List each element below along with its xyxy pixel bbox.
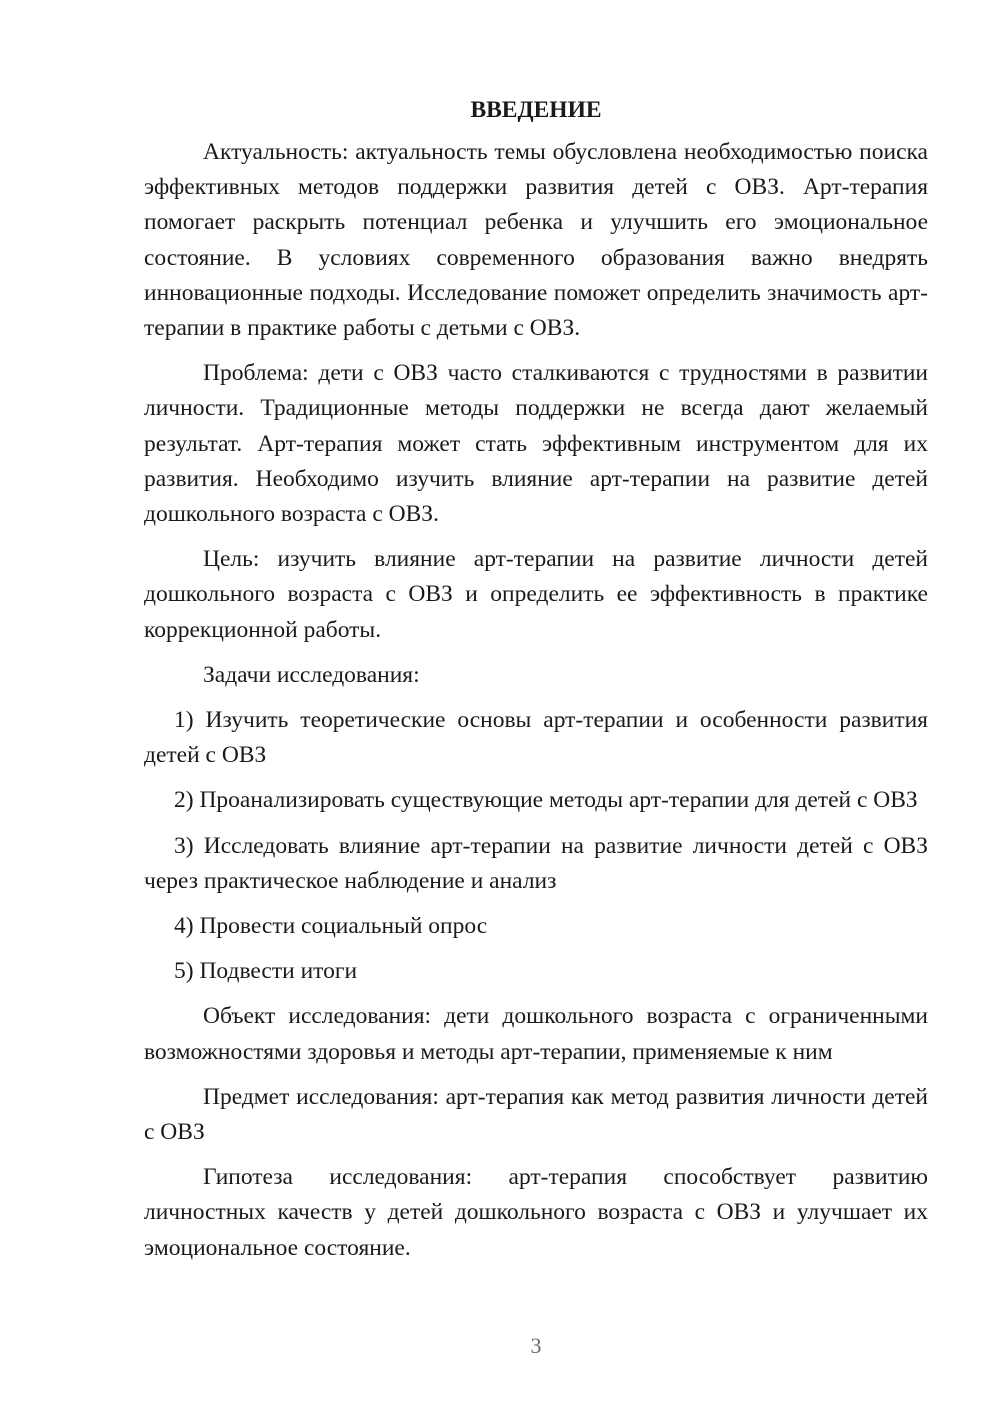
task-item-4: 4) Провести социальный опрос: [174, 913, 488, 940]
paragraph-goal: Цель: изучить влияние арт-терапии на развитие личности детей дошкольного возраста с ОВЗ и определить ее эффективность в практике коррекционной работы.: [144, 546, 928, 643]
page-content: [144, 92, 928, 1266]
paragraph-relevance: Актуальность: актуальность темы обусловлена необходимостью поиска эффективных методов поддержки развития детей с ОВЗ. Арт-терапия помогает раскрыть потенциал ребенка и улучшить его эмоциональное состояние. В условиях современного образования важно внедрять инновационные подходы. Исследование поможет определить значимость арт-терапии в практике работы с детьми с ОВЗ.: [144, 139, 928, 342]
paragraph-object: Объект исследования: дети дошкольного возраста с ограниченными возможностями здоровья и методы арт-терапии, применяемые к ним: [144, 1003, 928, 1065]
page-number: 3: [530, 1333, 542, 1358]
paragraph-subject: Предмет исследования: арт-терапия как метод развития личности детей с ОВЗ: [144, 1083, 928, 1146]
tasks-heading: Задачи исследования:: [203, 661, 420, 688]
task-item-2: 2) Проанализировать существующие методы арт-терапии для детей с ОВЗ: [174, 787, 918, 814]
paragraph-problem: Проблема: дети с ОВЗ часто сталкиваются с трудностями в развитии личности. Традиционные методы поддержки не всегда дают желаемый результат. Арт-терапия может стать эффективным инструментом для их развития. Необходимо изучить влияние арт-терапии на развитие детей дошкольного возраста с ОВЗ.: [144, 360, 928, 528]
paragraph-hypothesis: Гипотеза исследования: арт-терапия способствует развитию личностных качеств у детей дошкольного возраста с ОВЗ и улучшает их эмоциональное состояние.: [144, 1164, 928, 1261]
task-item-3: 3) Исследовать влияние арт-терапии на развитие личности детей с ОВЗ через практическое наблюдение и анализ: [144, 832, 928, 894]
task-item-1: 1) Изучить теоретические основы арт-терапии и особенности развития детей с ОВЗ: [144, 707, 928, 769]
task-item-5: 5) Подвести итоги: [174, 958, 358, 985]
section-title: ВВЕДЕНИЕ: [470, 97, 602, 123]
